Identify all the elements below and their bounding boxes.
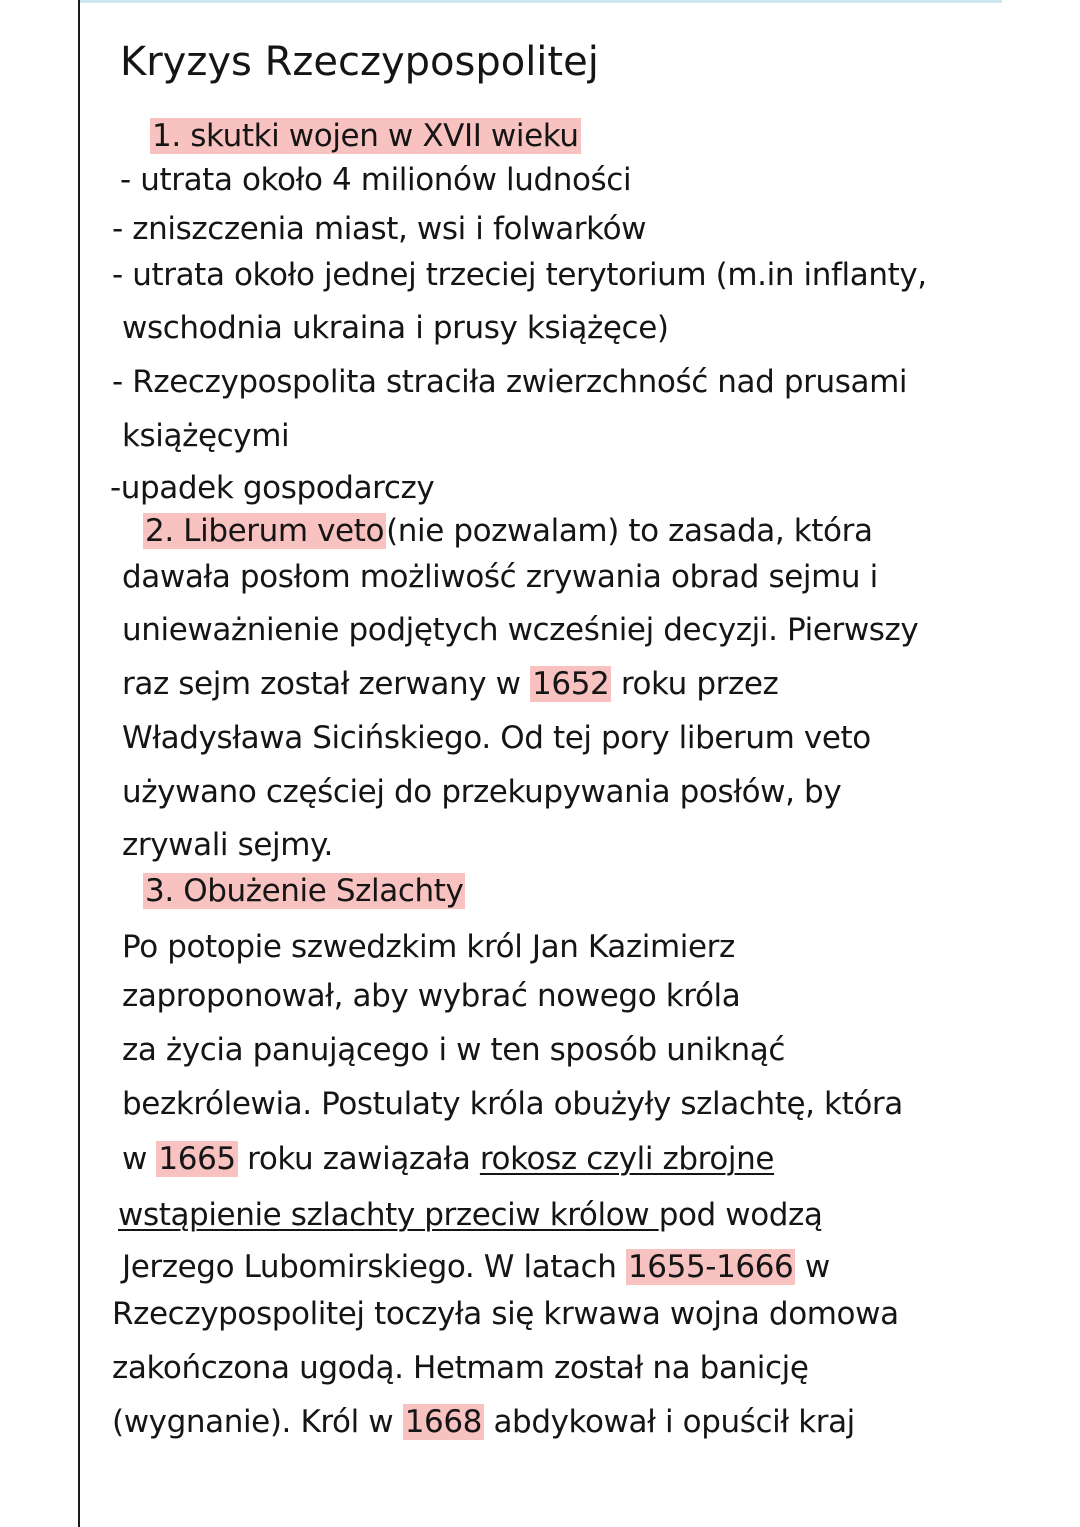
section-3-line: bezkrólewia. Postulaty króla obużyły szlachtę, która (122, 1086, 903, 1122)
section-3-line (122, 1245, 830, 1289)
left-border (78, 0, 80, 1527)
section-1-line: - utrata około jednej trzeciej terytorium (m.in inflanty, (112, 257, 927, 293)
section-2-line: dawała posłom możliwość zrywania obrad sejmu i (122, 559, 878, 595)
section-2-heading-rest: (nie pozwalam) to zasada, która (386, 513, 873, 549)
line-text: raz sejm został zerwany w (122, 666, 531, 702)
liberum-veto-highlight: 2. Liberum veto (145, 513, 385, 549)
rokosz-underline: rokosz czyli zbrojne (479, 1141, 775, 1177)
line-text: pod wodzą (658, 1197, 823, 1233)
section-2-heading (143, 509, 873, 553)
line-text: Jerzego Lubomirskiego. W latach (122, 1249, 626, 1285)
section-3-line: za życia panującego i w ten sposób uniknąć (122, 1032, 786, 1068)
section-3-line: Po potopie szwedzkim król Jan Kazimierz (122, 929, 735, 965)
line-text: w (122, 1141, 157, 1177)
line-text: abdykował i opuścił kraj (483, 1404, 855, 1440)
year-1665-highlight: 1665 (158, 1141, 236, 1177)
year-1668-highlight: 1668 (404, 1404, 482, 1440)
section-3-line (118, 1193, 823, 1237)
rokosz-underline-continued: wstąpienie szlachty przeciw królow (118, 1197, 659, 1233)
line-text: w (795, 1249, 830, 1285)
year-1652-highlight: 1652 (532, 666, 610, 702)
section-1-line: książęcymi (122, 418, 290, 454)
section-2-line (122, 662, 778, 706)
section-1-heading (150, 114, 581, 158)
section-1-line: wschodnia ukraina i prusy książęce) (122, 310, 669, 346)
section-2-line: używano częściej do przekupywania posłów, by (122, 774, 842, 810)
section-1-line: - Rzeczypospolita straciła zwierzchność nad prusami (112, 364, 908, 400)
section-1-line: - zniszczenia miast, wsi i folwarków (112, 211, 647, 247)
section-3-line (122, 1137, 774, 1181)
line-text: roku przez (611, 666, 779, 702)
section-3-line (112, 1400, 855, 1444)
section-2-line: zrywali sejmy. (122, 827, 334, 863)
section-1-heading-highlight: 1. skutki wojen w XVII wieku (152, 118, 579, 154)
section-3-heading-highlight: 3. Obużenie Szlachty (145, 873, 464, 909)
page-title: Kryzys Rzeczypospolitej (120, 39, 599, 85)
section-2-line: Władysława Sicińskiego. Od tej pory liberum veto (122, 720, 871, 756)
top-border (80, 0, 1002, 3)
section-1-line: -upadek gospodarczy (110, 470, 435, 506)
section-3-line: Rzeczypospolitej toczyła się krwawa wojna domowa (112, 1296, 899, 1332)
line-text: roku zawiązała (237, 1141, 480, 1177)
section-3-heading (143, 869, 465, 913)
section-2-line: unieważnienie podjętych wcześniej decyzji. Pierwszy (122, 612, 919, 648)
line-text: (wygnanie). Król w (112, 1404, 403, 1440)
section-1-line: - utrata około 4 milionów ludności (120, 162, 632, 198)
section-3-line: zakończona ugodą. Hetmam został na banicję (112, 1350, 809, 1386)
years-1655-1666-highlight: 1655-1666 (627, 1249, 794, 1285)
section-3-line: zaproponował, aby wybrać nowego króla (122, 978, 741, 1014)
